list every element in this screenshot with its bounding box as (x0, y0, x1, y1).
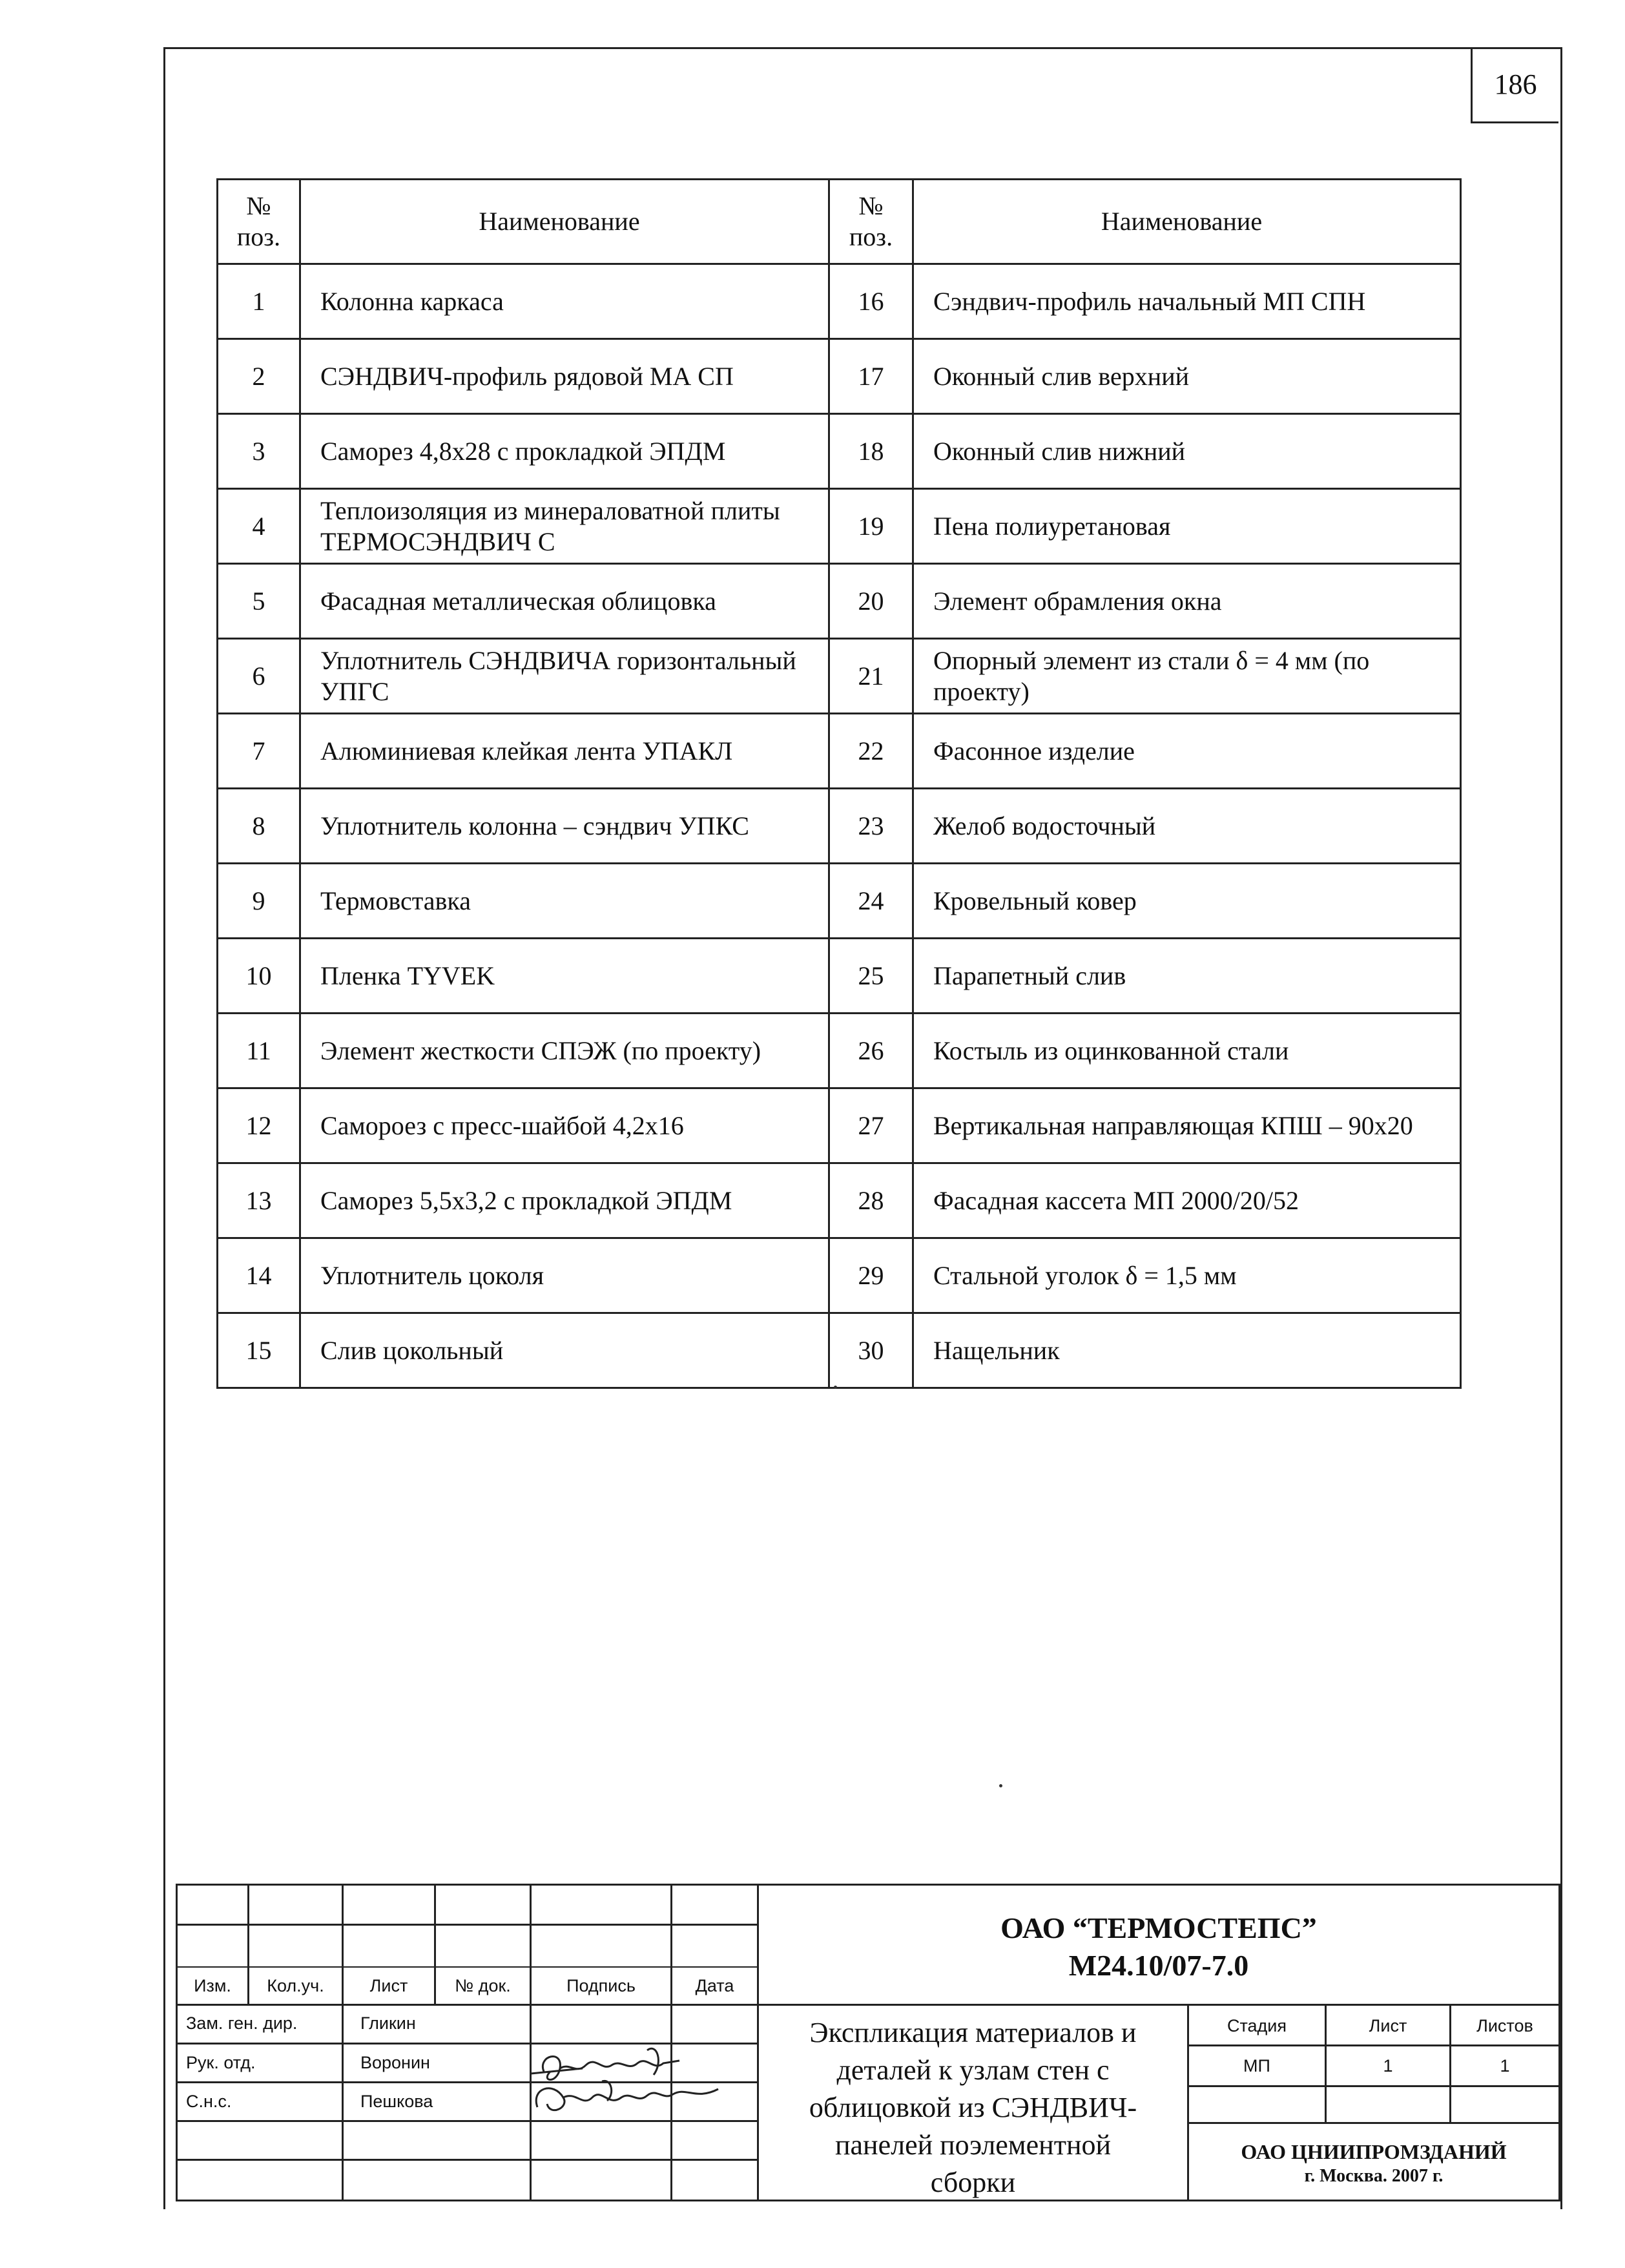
explication-table (216, 178, 1462, 1389)
header-name-left: Наименование (300, 180, 829, 264)
row-name-right: Фасадная кассета МП 2000/20/52 (913, 1163, 1461, 1238)
row-pos-number-right: 17 (829, 339, 913, 414)
row-pos-number-left: 3 (218, 414, 300, 489)
row-name-left: Уплотнитель колонна – сэндвич УПКС (300, 789, 829, 864)
row-pos-number-right: 27 (829, 1088, 913, 1163)
row-name-right: Опорный элемент из стали δ = 4 мм (по проекту) (913, 639, 1461, 714)
row-name-right: Костыль из оцинкованной стали (913, 1014, 1461, 1088)
row-name-left: Самороез с пресс-шайбой 4,2х16 (300, 1088, 829, 1163)
row-pos-number-right: 16 (829, 264, 913, 339)
row-pos-number-right: 23 (829, 789, 913, 864)
title-block (176, 1884, 1560, 2201)
row-name-right: Кровельный ковер (913, 864, 1461, 939)
row-name-right: Желоб водосточный (913, 789, 1461, 864)
row-pos-number-left: 15 (218, 1313, 300, 1388)
row-pos-number-right: 24 (829, 864, 913, 939)
row-name-left: Пленка TYVEK (300, 939, 829, 1014)
sheet-value: 1 (1383, 2056, 1393, 2076)
header-pos-number-left: № поз. (218, 180, 300, 264)
table-row (218, 939, 1461, 1014)
stage-value: МП (1243, 2056, 1270, 2076)
row-pos-number-left: 14 (218, 1238, 300, 1313)
row-name-right: Оконный слив верхний (913, 339, 1461, 414)
row-pos-number-right: 19 (829, 489, 913, 564)
table-row (218, 339, 1461, 414)
row-name-left: Теплоизоляция из минераловатной плиты ТЕРМОСЭНДВИЧ С (300, 489, 829, 564)
sheet-title: Экспликация материалов и деталей к узлам стен с облицовкой из СЭНДВИЧ- панелей поэлементной сборки (809, 2017, 1137, 2198)
row-name-right: Оконный слив нижний (913, 414, 1461, 489)
row-pos-number-right: 29 (829, 1238, 913, 1313)
col-date-label: Дата (695, 1976, 734, 1995)
header-pos-number-right: № поз. (829, 180, 913, 264)
row-pos-number-left: 5 (218, 564, 300, 639)
row-pos-number-right: 21 (829, 639, 913, 714)
scan-speck (834, 1386, 837, 1389)
sheets-label: Листов (1476, 2016, 1533, 2035)
org-title: ОАО “ТЕРМОСТЕПС” (1000, 1911, 1317, 1944)
table-row (218, 264, 1461, 339)
row-pos-number-left: 10 (218, 939, 300, 1014)
col-list-label: Лист (369, 1976, 408, 1995)
row-name-left: СЭНДВИЧ-профиль рядовой МА СП (300, 339, 829, 414)
row-pos-number-left: 11 (218, 1014, 300, 1088)
row-name-right: Парапетный слив (913, 939, 1461, 1014)
row-pos-number-left: 8 (218, 789, 300, 864)
row-pos-number-right: 26 (829, 1014, 913, 1088)
table-header-row (218, 180, 1461, 264)
table-row (218, 489, 1461, 564)
document-code: М24.10/07-7.0 (1068, 1949, 1249, 1982)
stage-label: Стадия (1227, 2016, 1287, 2035)
row-name-left: Уплотнитель цоколя (300, 1238, 829, 1313)
table-row (218, 1238, 1461, 1313)
org-city-year: г. Москва. 2007 г. (1304, 2166, 1444, 2186)
row-pos-number-left: 6 (218, 639, 300, 714)
row-name-left: Фасадная металлическая облицовка (300, 564, 829, 639)
role-deputy-director: Зам. ген. дир. (186, 2013, 298, 2033)
table-row (218, 639, 1461, 714)
row-pos-number-right: 20 (829, 564, 913, 639)
row-pos-number-right: 28 (829, 1163, 913, 1238)
row-pos-number-left: 7 (218, 714, 300, 789)
col-kol-uch-label: Кол.уч. (267, 1976, 324, 1995)
table-row (218, 414, 1461, 489)
row-name-right: Вертикальная направляющая КПШ – 90х20 (913, 1088, 1461, 1163)
row-pos-number-right: 25 (829, 939, 913, 1014)
role-department-head: Рук. отд. (186, 2053, 256, 2072)
page-number: 186 (1494, 68, 1537, 100)
row-pos-number-right: 22 (829, 714, 913, 789)
row-name-left: Слив цокольный (300, 1313, 829, 1388)
org-name: ОАО ЦНИИПРОМЗДАНИЙ (1241, 2140, 1507, 2163)
row-name-left: Термовставка (300, 864, 829, 939)
sheets-value: 1 (1500, 2056, 1510, 2076)
name-department-head: Воронин (360, 2053, 430, 2072)
table-row (218, 789, 1461, 864)
page-number-box (1471, 47, 1558, 123)
col-signature-label: Подпись (566, 1976, 636, 1995)
header-name-right: Наименование (913, 180, 1461, 264)
scan-speck (999, 1784, 1002, 1787)
row-pos-number-right: 18 (829, 414, 913, 489)
sheet-label: Лист (1369, 2016, 1407, 2035)
table-row (218, 714, 1461, 789)
table-row (218, 1014, 1461, 1088)
row-name-right: Пена полиуретановая (913, 489, 1461, 564)
row-name-right: Стальной уголок δ = 1,5 мм (913, 1238, 1461, 1313)
row-name-right: Фасонное изделие (913, 714, 1461, 789)
col-izm-label: Изм. (194, 1976, 231, 1995)
signature-scribbles (524, 2036, 731, 2133)
row-pos-number-left: 12 (218, 1088, 300, 1163)
table-row (218, 1088, 1461, 1163)
name-deputy-director: Гликин (360, 2013, 416, 2033)
table-row (218, 1163, 1461, 1238)
row-pos-number-left: 1 (218, 264, 300, 339)
row-name-left: Саморез 5,5х3,2 с прокладкой ЭПДМ (300, 1163, 829, 1238)
row-pos-number-left: 4 (218, 489, 300, 564)
col-doc-no-label: № док. (455, 1976, 511, 1995)
row-name-left: Уплотнитель СЭНДВИЧА горизонтальный УПГС (300, 639, 829, 714)
row-pos-number-left: 2 (218, 339, 300, 414)
row-name-left: Алюминиевая клейкая лента УПАКЛ (300, 714, 829, 789)
row-pos-number-left: 13 (218, 1163, 300, 1238)
row-name-right: Сэндвич-профиль начальный МП СПН (913, 264, 1461, 339)
row-pos-number-left: 9 (218, 864, 300, 939)
table-row (218, 564, 1461, 639)
row-name-left: Элемент жесткости СПЭЖ (по проекту) (300, 1014, 829, 1088)
table-row (218, 864, 1461, 939)
row-name-right: Элемент обрамления окна (913, 564, 1461, 639)
role-senior-researcher: С.н.с. (186, 2092, 232, 2111)
name-senior-researcher: Пешкова (360, 2092, 433, 2111)
row-name-right: Нащельник (913, 1313, 1461, 1388)
table-row (218, 1313, 1461, 1388)
row-pos-number-right: 30 (829, 1313, 913, 1388)
row-name-left: Саморез 4,8х28 с прокладкой ЭПДМ (300, 414, 829, 489)
row-name-left: Колонна каркаса (300, 264, 829, 339)
